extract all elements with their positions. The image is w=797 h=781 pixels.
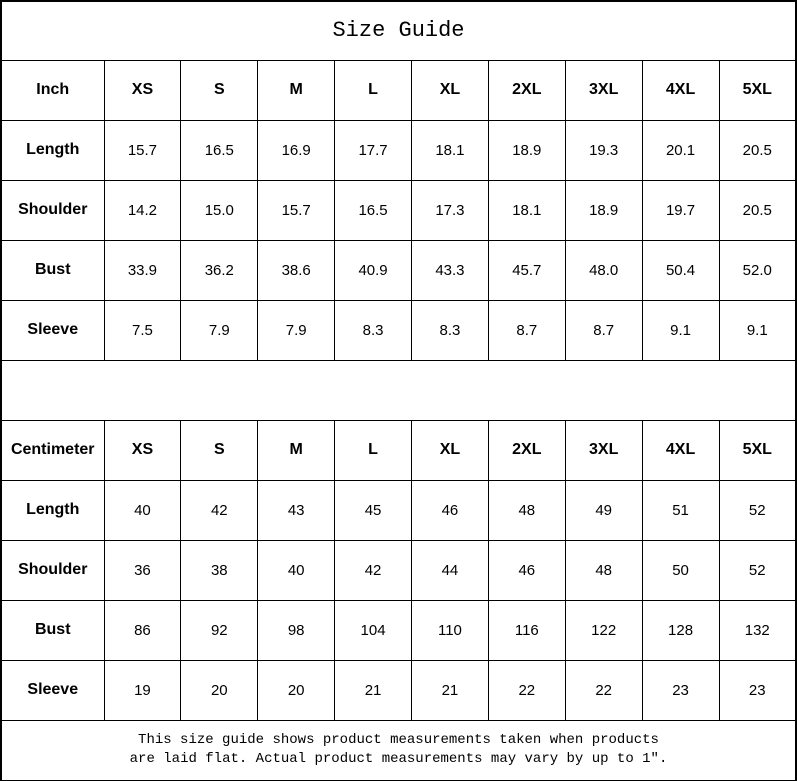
size-value-cell: 20.1 bbox=[642, 120, 719, 180]
spacer-row bbox=[1, 360, 796, 420]
size-value-cell: 40.9 bbox=[335, 240, 412, 300]
size-value-cell: 48 bbox=[488, 480, 565, 540]
size-header-4xl: 4XL bbox=[642, 420, 719, 480]
title-row bbox=[1, 1, 796, 60]
size-value-cell: 45 bbox=[335, 480, 412, 540]
size-value-cell: 15.7 bbox=[104, 120, 181, 180]
size-header-m: M bbox=[258, 60, 335, 120]
row-label-bust: Bust bbox=[1, 600, 104, 660]
size-value-cell: 52 bbox=[719, 540, 796, 600]
row-label-length: Length bbox=[1, 120, 104, 180]
table-row bbox=[1, 660, 796, 720]
size-value-cell: 19 bbox=[104, 660, 181, 720]
size-header-3xl: 3XL bbox=[565, 60, 642, 120]
size-header-xl: XL bbox=[412, 420, 489, 480]
footer-note-line2: are laid flat. Actual product measurements may vary by up to 1″. bbox=[129, 751, 668, 768]
size-value-cell: 104 bbox=[335, 600, 412, 660]
size-header-2xl: 2XL bbox=[488, 60, 565, 120]
size-value-cell: 8.7 bbox=[488, 300, 565, 360]
row-label-shoulder: Shoulder bbox=[1, 540, 104, 600]
size-value-cell: 46 bbox=[488, 540, 565, 600]
size-header-5xl: 5XL bbox=[719, 60, 796, 120]
size-value-cell: 116 bbox=[488, 600, 565, 660]
table-row bbox=[1, 240, 796, 300]
size-value-cell: 36.2 bbox=[181, 240, 258, 300]
size-header-l: L bbox=[335, 420, 412, 480]
table-row bbox=[1, 120, 796, 180]
size-value-cell: 50 bbox=[642, 540, 719, 600]
size-value-cell: 8.3 bbox=[412, 300, 489, 360]
size-header-2xl: 2XL bbox=[488, 420, 565, 480]
size-value-cell: 18.9 bbox=[488, 120, 565, 180]
size-value-cell: 38 bbox=[181, 540, 258, 600]
size-header-4xl: 4XL bbox=[642, 60, 719, 120]
size-value-cell: 23 bbox=[719, 660, 796, 720]
size-value-cell: 20 bbox=[258, 660, 335, 720]
size-value-cell: 20.5 bbox=[719, 180, 796, 240]
size-value-cell: 52 bbox=[719, 480, 796, 540]
size-value-cell: 45.7 bbox=[488, 240, 565, 300]
size-value-cell: 20 bbox=[181, 660, 258, 720]
size-value-cell: 110 bbox=[412, 600, 489, 660]
size-value-cell: 128 bbox=[642, 600, 719, 660]
size-value-cell: 21 bbox=[335, 660, 412, 720]
size-value-cell: 22 bbox=[565, 660, 642, 720]
size-value-cell: 50.4 bbox=[642, 240, 719, 300]
size-value-cell: 8.7 bbox=[565, 300, 642, 360]
size-value-cell: 48 bbox=[565, 540, 642, 600]
size-value-cell: 92 bbox=[181, 600, 258, 660]
size-value-cell: 19.3 bbox=[565, 120, 642, 180]
table-row bbox=[1, 540, 796, 600]
footer-note bbox=[1, 720, 796, 781]
table-row bbox=[1, 600, 796, 660]
size-header-s: S bbox=[181, 60, 258, 120]
size-value-cell: 23 bbox=[642, 660, 719, 720]
unit-header-inch: Inch bbox=[1, 60, 104, 120]
size-value-cell: 40 bbox=[104, 480, 181, 540]
size-header-xs: XS bbox=[104, 420, 181, 480]
size-header-3xl: 3XL bbox=[565, 420, 642, 480]
size-value-cell: 16.5 bbox=[181, 120, 258, 180]
spacer-cell bbox=[1, 360, 796, 420]
size-value-cell: 40 bbox=[258, 540, 335, 600]
size-header-xl: XL bbox=[412, 60, 489, 120]
size-value-cell: 18.1 bbox=[412, 120, 489, 180]
size-header-xs: XS bbox=[104, 60, 181, 120]
size-value-cell: 19.7 bbox=[642, 180, 719, 240]
size-value-cell: 43 bbox=[258, 480, 335, 540]
size-value-cell: 49 bbox=[565, 480, 642, 540]
table-row bbox=[1, 480, 796, 540]
size-value-cell: 51 bbox=[642, 480, 719, 540]
size-value-cell: 18.9 bbox=[565, 180, 642, 240]
size-value-cell: 42 bbox=[181, 480, 258, 540]
size-value-cell: 22 bbox=[488, 660, 565, 720]
size-value-cell: 44 bbox=[412, 540, 489, 600]
size-header-5xl: 5XL bbox=[719, 420, 796, 480]
size-value-cell: 7.9 bbox=[181, 300, 258, 360]
row-label-sleeve: Sleeve bbox=[1, 300, 104, 360]
size-value-cell: 122 bbox=[565, 600, 642, 660]
size-header-m: M bbox=[258, 420, 335, 480]
size-value-cell: 48.0 bbox=[565, 240, 642, 300]
size-value-cell: 43.3 bbox=[412, 240, 489, 300]
size-guide-title: Size Guide bbox=[1, 1, 796, 60]
table-row bbox=[1, 300, 796, 360]
cm-header-row bbox=[1, 420, 796, 480]
size-value-cell: 36 bbox=[104, 540, 181, 600]
size-value-cell: 17.3 bbox=[412, 180, 489, 240]
size-value-cell: 7.9 bbox=[258, 300, 335, 360]
size-value-cell: 15.7 bbox=[258, 180, 335, 240]
size-value-cell: 16.5 bbox=[335, 180, 412, 240]
size-value-cell: 18.1 bbox=[488, 180, 565, 240]
table-row bbox=[1, 180, 796, 240]
row-label-shoulder: Shoulder bbox=[1, 180, 104, 240]
size-value-cell: 17.7 bbox=[335, 120, 412, 180]
footer-row bbox=[1, 720, 796, 781]
size-value-cell: 9.1 bbox=[642, 300, 719, 360]
size-value-cell: 33.9 bbox=[104, 240, 181, 300]
size-value-cell: 8.3 bbox=[335, 300, 412, 360]
size-value-cell: 21 bbox=[412, 660, 489, 720]
row-label-sleeve: Sleeve bbox=[1, 660, 104, 720]
row-label-length: Length bbox=[1, 480, 104, 540]
size-value-cell: 38.6 bbox=[258, 240, 335, 300]
size-value-cell: 9.1 bbox=[719, 300, 796, 360]
size-header-l: L bbox=[335, 60, 412, 120]
size-value-cell: 14.2 bbox=[104, 180, 181, 240]
size-value-cell: 20.5 bbox=[719, 120, 796, 180]
size-value-cell: 42 bbox=[335, 540, 412, 600]
size-value-cell: 15.0 bbox=[181, 180, 258, 240]
size-value-cell: 52.0 bbox=[719, 240, 796, 300]
size-value-cell: 7.5 bbox=[104, 300, 181, 360]
size-header-s: S bbox=[181, 420, 258, 480]
unit-header-centimeter: Centimeter bbox=[1, 420, 104, 480]
size-value-cell: 98 bbox=[258, 600, 335, 660]
size-value-cell: 16.9 bbox=[258, 120, 335, 180]
size-value-cell: 86 bbox=[104, 600, 181, 660]
size-value-cell: 46 bbox=[412, 480, 489, 540]
size-value-cell: 132 bbox=[719, 600, 796, 660]
inch-header-row bbox=[1, 60, 796, 120]
row-label-bust: Bust bbox=[1, 240, 104, 300]
footer-note-line1: This size guide shows product measurements taken when products bbox=[138, 732, 659, 749]
